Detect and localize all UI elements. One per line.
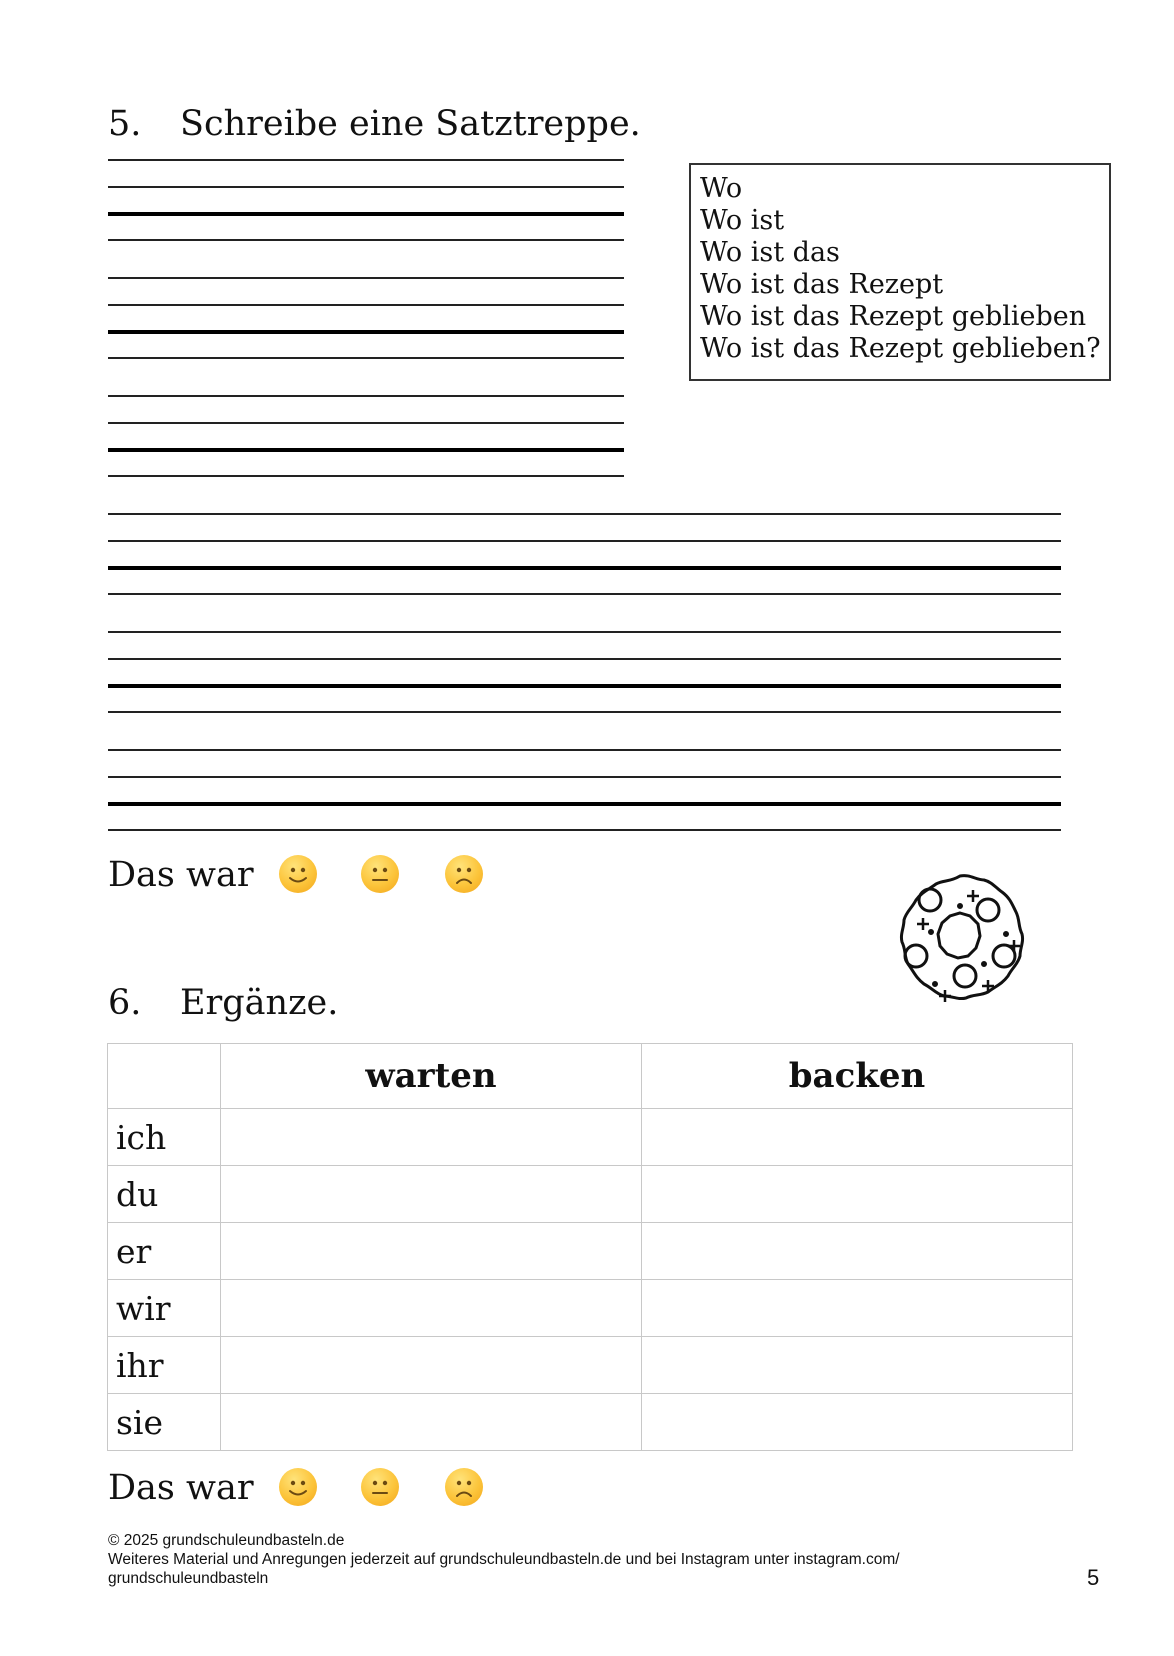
writing-line bbox=[108, 513, 1061, 515]
writing-line bbox=[108, 593, 1061, 595]
table-row bbox=[108, 1109, 1073, 1166]
writing-line bbox=[108, 711, 1061, 713]
writing-baseline bbox=[108, 684, 1061, 688]
table-row bbox=[108, 1337, 1073, 1394]
writing-baseline bbox=[108, 566, 1061, 570]
writing-line bbox=[108, 776, 1061, 778]
pronoun-cell: sie bbox=[108, 1394, 221, 1451]
advent-wreath-icon bbox=[890, 868, 1030, 1008]
writing-baseline bbox=[108, 330, 624, 334]
writing-line bbox=[108, 186, 624, 188]
example-line: Wo ist das bbox=[700, 237, 840, 268]
table-row bbox=[108, 1280, 1073, 1337]
writing-line bbox=[108, 631, 1061, 633]
conjugation-table bbox=[107, 1043, 1073, 1451]
footer-info-line-cont: grundschuleundbasteln bbox=[108, 1570, 269, 1587]
answer-cell-warten[interactable] bbox=[221, 1280, 642, 1337]
writing-baseline bbox=[108, 802, 1061, 806]
neutral-face-icon[interactable] bbox=[361, 855, 399, 893]
example-line: Wo ist das Rezept bbox=[700, 269, 944, 300]
footer-copyright: © 2025 grundschuleundbasteln.de bbox=[108, 1532, 345, 1549]
answer-cell-warten[interactable] bbox=[221, 1109, 642, 1166]
writing-line bbox=[108, 540, 1061, 542]
table-row bbox=[108, 1394, 1073, 1451]
example-line: Wo ist das Rezept geblieben? bbox=[700, 333, 1101, 364]
writing-baseline bbox=[108, 212, 624, 216]
writing-line bbox=[108, 277, 624, 279]
example-sentence-staircase-box bbox=[689, 163, 1111, 381]
footer-info-line: Weiteres Material und Anregungen jederzeit auf grundschuleundbasteln.de und bei Instagram unter instagram.com/ bbox=[108, 1551, 900, 1568]
writing-baseline bbox=[108, 448, 624, 452]
writing-line bbox=[108, 239, 624, 241]
example-line: Wo ist das Rezept geblieben bbox=[700, 301, 1087, 332]
writing-line bbox=[108, 159, 624, 161]
answer-cell-backen[interactable] bbox=[642, 1394, 1073, 1451]
answer-cell-warten[interactable] bbox=[221, 1166, 642, 1223]
column-header-warten: warten bbox=[221, 1044, 642, 1109]
answer-cell-warten[interactable] bbox=[221, 1394, 642, 1451]
writing-line bbox=[108, 829, 1061, 831]
writing-line bbox=[108, 475, 624, 477]
writing-line bbox=[108, 422, 624, 424]
happy-face-icon[interactable] bbox=[279, 1468, 317, 1506]
writing-line bbox=[108, 749, 1061, 751]
neutral-face-icon[interactable] bbox=[361, 1468, 399, 1506]
pronoun-cell: wir bbox=[108, 1280, 221, 1337]
page-number: 5 bbox=[1087, 1565, 1100, 1590]
example-line: Wo ist bbox=[700, 205, 785, 236]
footer bbox=[108, 1531, 1008, 1588]
table-row bbox=[108, 1223, 1073, 1280]
task6-heading bbox=[108, 983, 508, 1023]
sad-face-icon[interactable] bbox=[445, 1468, 483, 1506]
column-header-backen: backen bbox=[642, 1044, 1073, 1109]
pronoun-cell: ich bbox=[108, 1109, 221, 1166]
task5-title: Schreibe eine Satztreppe. bbox=[180, 104, 641, 144]
task6-number: 6. bbox=[108, 983, 142, 1023]
writing-line bbox=[108, 304, 624, 306]
sad-face-icon[interactable] bbox=[445, 855, 483, 893]
writing-line bbox=[108, 357, 624, 359]
writing-line bbox=[108, 658, 1061, 660]
answer-cell-backen[interactable] bbox=[642, 1337, 1073, 1394]
happy-face-icon[interactable] bbox=[279, 855, 317, 893]
task6-title: Ergänze. bbox=[180, 983, 339, 1023]
answer-cell-backen[interactable] bbox=[642, 1223, 1073, 1280]
pronoun-cell: du bbox=[108, 1166, 221, 1223]
table-row bbox=[108, 1166, 1073, 1223]
task5-number: 5. bbox=[108, 104, 142, 144]
task5-rating-label: Das war bbox=[108, 855, 254, 895]
column-header-empty bbox=[108, 1044, 221, 1109]
pronoun-cell: er bbox=[108, 1223, 221, 1280]
task6-rating-label: Das war bbox=[108, 1468, 254, 1508]
writing-line bbox=[108, 395, 624, 397]
pronoun-cell: ihr bbox=[108, 1337, 221, 1394]
answer-cell-warten[interactable] bbox=[221, 1223, 642, 1280]
answer-cell-backen[interactable] bbox=[642, 1109, 1073, 1166]
answer-cell-backen[interactable] bbox=[642, 1280, 1073, 1337]
answer-cell-warten[interactable] bbox=[221, 1337, 642, 1394]
example-line: Wo bbox=[700, 173, 743, 204]
task5-heading bbox=[108, 104, 708, 144]
answer-cell-backen[interactable] bbox=[642, 1166, 1073, 1223]
table-header-row bbox=[108, 1044, 1073, 1109]
